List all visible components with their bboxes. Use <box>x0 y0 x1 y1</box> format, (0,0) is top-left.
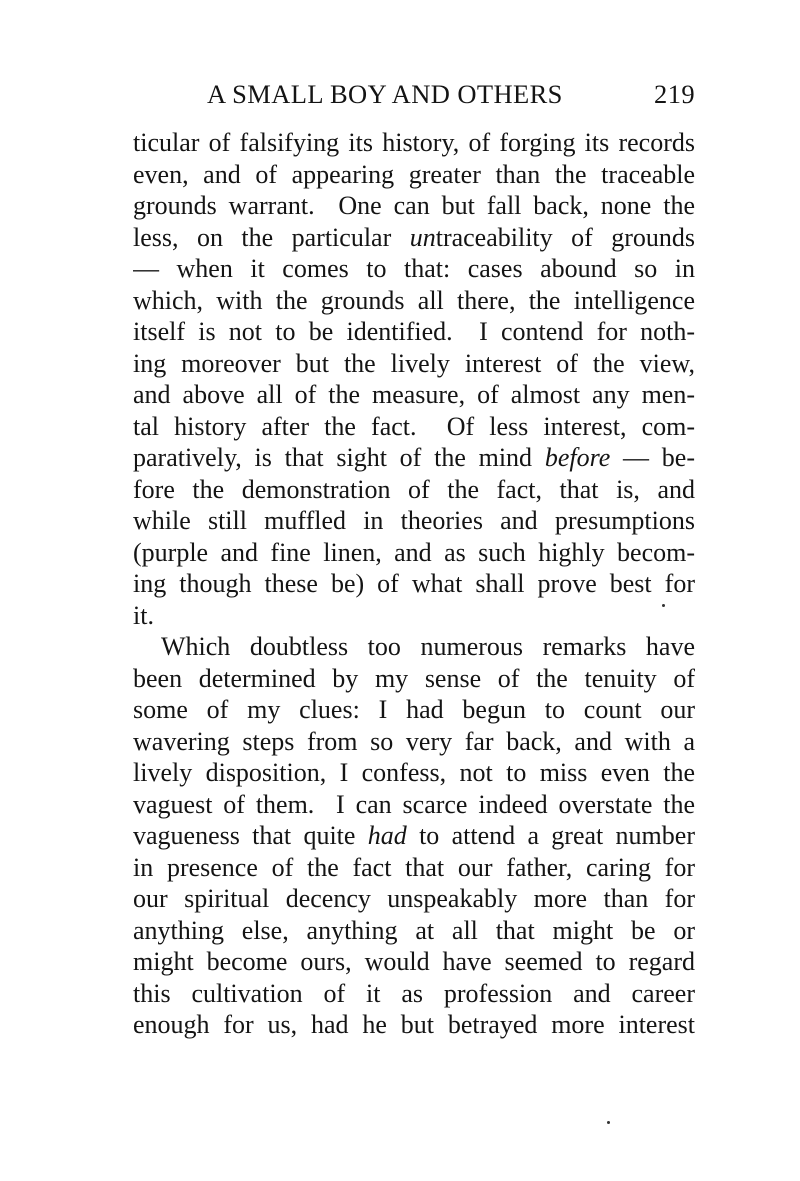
text-segment: to attend a great number <box>406 821 695 850</box>
body-text <box>133 127 695 1041</box>
text-segment: our spiritual decency unspeakably more than for <box>133 884 695 913</box>
text-line <box>133 348 695 380</box>
text-segment: vagueness that quite <box>133 821 368 850</box>
text-segment: wavering steps from so very far back, and with a <box>133 726 695 756</box>
text-segment: traceability of grounds <box>435 222 695 252</box>
text-line <box>133 883 695 915</box>
text-segment: some of my clues: I had begun to count our <box>133 695 695 724</box>
text-line <box>133 253 695 285</box>
text-line <box>133 505 695 537</box>
text-line <box>133 1009 695 1041</box>
text-line <box>133 127 695 159</box>
running-title: A SMALL BOY AND OTHERS <box>207 79 563 109</box>
text-segment: tal history after the fact. Of less interest, com- <box>133 411 695 441</box>
text-line <box>133 159 695 191</box>
text-segment: which, with the grounds all there, the intelligence <box>133 285 695 315</box>
text-segment: ing moreover but the lively interest of the view, <box>133 348 695 378</box>
text-line <box>133 631 695 663</box>
text-segment: it. <box>133 600 154 630</box>
italic-text: before <box>544 443 611 472</box>
text-line <box>133 411 695 443</box>
text-line <box>133 568 695 600</box>
text-segment: fore the demonstration of the fact, that is, and <box>133 474 695 504</box>
text-line <box>133 757 695 789</box>
text-segment: ing though these be) of what shall prove best for <box>133 569 695 598</box>
text-line <box>133 600 695 632</box>
text-segment: — when it comes to that: cases abound so in <box>133 254 695 283</box>
print-speck <box>662 604 665 607</box>
text-line <box>133 316 695 348</box>
text-segment: in presence of the fact that our father, caring for <box>133 852 695 882</box>
text-segment: paratively, is that sight of the mind <box>133 443 545 472</box>
text-segment: grounds warrant. One can but fall back, none the <box>133 191 695 220</box>
text-line <box>133 978 695 1010</box>
page-number: 219 <box>654 79 695 109</box>
text-segment: might become ours, would have seemed to regard <box>133 947 695 976</box>
text-segment: this cultivation of it as profession and career <box>133 978 695 1008</box>
text-line <box>133 442 695 474</box>
text-segment: less, on the particular <box>133 222 410 252</box>
text-line <box>133 379 695 411</box>
text-line <box>133 537 695 569</box>
text-segment: even, and of appearing greater than the traceable <box>133 159 695 189</box>
text-line <box>133 285 695 317</box>
text-segment: anything else, anything at all that might be or <box>133 915 695 945</box>
text-segment: ticular of falsifying its history, of forging its records <box>133 128 695 157</box>
text-line <box>133 915 695 947</box>
text-segment: been determined by my sense of the tenuity of <box>133 663 695 693</box>
text-line <box>133 726 695 758</box>
text-segment: (purple and fine linen, and as such highly becom- <box>133 537 695 567</box>
text-line <box>133 474 695 506</box>
text-segment: enough for us, had he but betrayed more interest <box>133 1010 695 1039</box>
text-segment: itself is not to be identified. I contend for noth- <box>133 317 695 346</box>
text-segment: while still muffled in theories and presumptions <box>133 506 695 535</box>
text-line <box>133 190 695 222</box>
italic-text: un <box>409 222 436 252</box>
text-line <box>133 663 695 695</box>
text-segment: — be- <box>610 443 695 472</box>
text-line <box>133 222 695 254</box>
text-segment: lively disposition, I confess, not to miss even the <box>133 758 695 787</box>
text-line <box>133 694 695 726</box>
text-line <box>133 789 695 821</box>
italic-text: had <box>367 821 407 850</box>
text-segment: vaguest of them. I can scarce indeed overstate the <box>133 789 695 819</box>
text-line <box>133 820 695 852</box>
text-segment: and above all of the measure, of almost any men- <box>133 380 695 409</box>
text-line <box>133 852 695 884</box>
print-speck <box>607 1121 610 1124</box>
text-line <box>133 946 695 978</box>
running-head <box>133 79 695 115</box>
text-segment: Which doubtless too numerous remarks have <box>161 632 695 661</box>
